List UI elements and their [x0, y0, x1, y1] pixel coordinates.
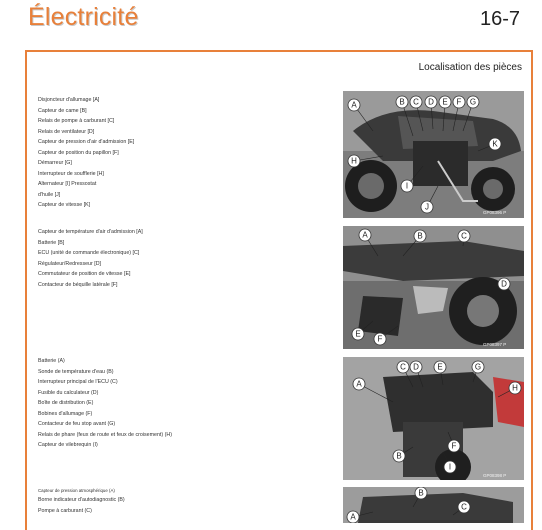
list-item: Contacteur de feu stop avant (G): [38, 421, 116, 427]
photo-3-drawing: [343, 357, 524, 480]
list-item: Interrupteur de soufflerie [H]: [38, 170, 104, 177]
svg-text:K: K: [492, 139, 498, 149]
photo-2-callout-f: [374, 333, 386, 345]
photo-1-callout-b: [396, 96, 408, 108]
photo-3-callout-a: [353, 378, 365, 390]
svg-text:D: D: [428, 97, 434, 107]
svg-text:I: I: [448, 462, 452, 472]
svg-text:G: G: [474, 362, 482, 372]
svg-text:H: H: [351, 156, 357, 166]
list-item: Relais de pompe à carburant [C]: [38, 118, 115, 124]
svg-text:I: I: [405, 181, 409, 191]
photo-1-callout-h: [348, 155, 360, 167]
svg-text:C: C: [461, 231, 467, 241]
photo-2-callout-b: [414, 230, 426, 242]
list-item: Fusible du calculateur (D): [38, 389, 99, 396]
photo-3-callout-e: [434, 361, 446, 373]
list-item: Capteur de température d'air d'admission [A]: [38, 229, 143, 235]
svg-text:C: C: [461, 502, 467, 512]
list-item: Batterie [B]: [38, 239, 65, 246]
photo-1-callout-i: [401, 180, 413, 192]
list-item: Capteur de position du papillon [F]: [38, 149, 119, 156]
svg-text:E: E: [355, 329, 361, 339]
photo-1-callout-e: [439, 96, 451, 108]
svg-text:A: A: [362, 230, 368, 240]
photo-2-callout-e: [352, 328, 364, 340]
svg-text:D: D: [413, 362, 419, 372]
list-item: Boîte de distribution (E): [38, 400, 94, 406]
svg-text:F: F: [451, 441, 457, 451]
svg-text:B: B: [417, 231, 423, 241]
svg-text:F: F: [377, 334, 383, 344]
section-heading: Localisation des pièces: [418, 62, 522, 73]
photo-4-callout-c: [458, 501, 470, 513]
svg-text:A: A: [350, 512, 356, 522]
list-item: Interrupteur principal de l'ECU (C): [38, 379, 118, 385]
list-item: Capteur de pression atmosphérique (A): [38, 488, 115, 493]
svg-text:F: F: [456, 97, 462, 107]
svg-text:A: A: [351, 100, 357, 110]
svg-text:D: D: [501, 279, 507, 289]
list-item: Capteur de vitesse [K]: [38, 202, 91, 208]
photo-3-callout-d: [410, 361, 422, 373]
list-item: Batterie (A): [38, 358, 65, 364]
photo-4-callout-b: [415, 487, 427, 499]
svg-text:E: E: [437, 362, 443, 372]
photo-1-drawing: [343, 91, 524, 218]
photo-2-callout-a: [359, 229, 371, 241]
photo-2-callout-c: [458, 230, 470, 242]
photo-4-drawing: [343, 487, 524, 523]
photo-3-callout-f: [448, 440, 460, 452]
photo-1-callout-f: [453, 96, 465, 108]
photo-2-ref: GP08397 P: [483, 342, 507, 347]
photo-1-callout-a: [348, 99, 360, 111]
motorcycle-photo-1: [343, 91, 524, 218]
list-item: Capteur de vilebrequin (I): [38, 442, 98, 448]
svg-text:C: C: [413, 97, 419, 107]
photo-2-drawing: [343, 226, 524, 349]
svg-text:B: B: [396, 451, 402, 461]
photo-3-callout-g: [472, 361, 484, 373]
photo-3-callout-b: [393, 450, 405, 462]
svg-text:G: G: [469, 97, 477, 107]
list-item: Capteur de pression d'air d'admission [E]: [38, 139, 135, 145]
photo-1-callout-c: [410, 96, 422, 108]
svg-text:A: A: [356, 379, 362, 389]
parts-list-3: [38, 356, 172, 451]
parts-list-4: [38, 486, 125, 516]
list-item: Sonde de température d'eau (B): [38, 368, 114, 375]
list-item: Borne indicateur d'autodiagnostic (B): [38, 497, 125, 503]
photo-1-ref: GP08396 P: [483, 210, 507, 215]
list-item: Bobines d'allumage (F): [38, 410, 93, 417]
photo-1-callout-k: [489, 138, 501, 150]
list-item: Démarreur [G]: [38, 160, 72, 166]
page-number: 16-7: [479, 8, 520, 30]
list-item: Relais de phare (feux de route et feux de croisement) (H): [38, 431, 172, 438]
svg-text:J: J: [425, 202, 429, 212]
photo-3-callout-c: [397, 361, 409, 373]
svg-text:C: C: [400, 362, 406, 372]
list-item: Régulateur/Redresseur [D]: [38, 260, 102, 267]
list-item: Relais de ventilateur [D]: [38, 128, 95, 135]
list-item: Capteur de came [B]: [38, 107, 87, 114]
list-item: d'huile [J]: [38, 191, 61, 198]
svg-text:B: B: [418, 488, 424, 498]
svg-text:H: H: [512, 383, 518, 393]
photo-1-callout-j: [421, 201, 433, 213]
photo-1-callout-g: [467, 96, 479, 108]
parts-list-2: [38, 227, 143, 290]
photo-1-callout-d: [425, 96, 437, 108]
photo-3-callout-h: [509, 382, 521, 394]
list-item: Disjoncteur d'allumage [A]: [38, 97, 100, 103]
list-item: ECU (unité de commande électronique) [C]: [38, 250, 140, 256]
page-title: Électricité: [28, 3, 139, 31]
motorcycle-photo-2: [343, 226, 524, 349]
photo-3-callout-i: [444, 461, 456, 473]
list-item: Commutateur de position de vitesse [E]: [38, 271, 131, 277]
photo-3-ref: GP08398 P: [483, 473, 507, 478]
parts-list-1: [38, 95, 134, 211]
motorcycle-photo-4: [343, 487, 524, 523]
photo-2-callout-d: [498, 278, 510, 290]
list-item: Alternateur [I] Pressostat: [38, 181, 97, 187]
svg-text:B: B: [399, 97, 405, 107]
list-item: Contacteur de béquille latérale [F]: [38, 281, 118, 288]
motorcycle-photo-3: [343, 357, 524, 480]
photo-4-callout-a: [347, 511, 359, 523]
list-item: Pompe à carburant (C): [38, 507, 92, 514]
svg-text:E: E: [442, 97, 448, 107]
